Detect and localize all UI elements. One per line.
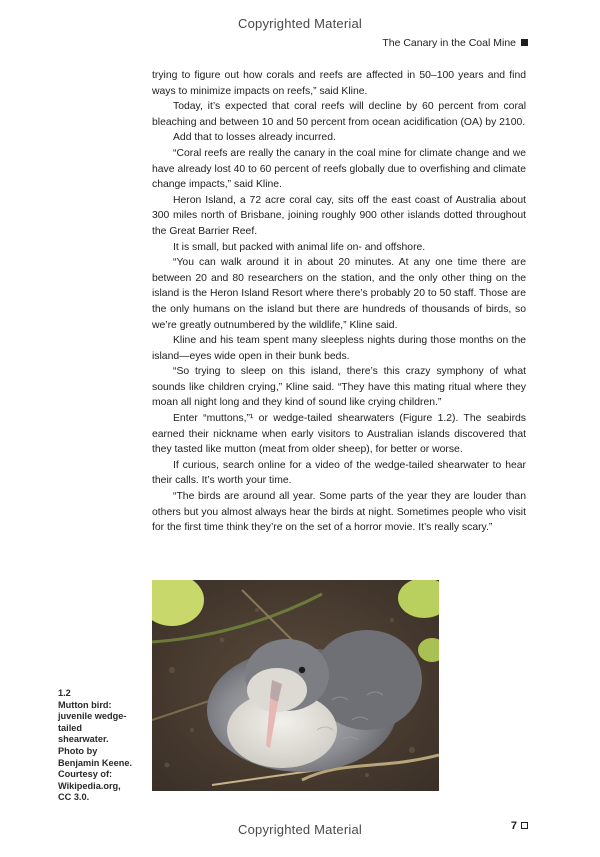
paragraph: “Coral reefs are really the canary in the coal mine for climate change and we have already lost 40 to 60 percent of reefs globally due to overfishing and climate change impacts,” said Kline. [152, 147, 526, 191]
paragraph: trying to figure out how corals and reefs are affected in 50–100 years and find ways to minimize impacts on reefs,” said Kline. [152, 70, 526, 97]
paragraph: “So trying to sleep on this island, there’s this crazy symphony of what sounds like children crying,” Kline said. “They have this mating ritual where they moan all night long and they kind of sound like crying children.” [152, 366, 526, 409]
figure-number: 1.2 [58, 688, 71, 698]
shearwater-chick-photo [152, 580, 439, 791]
paragraph: “The birds are around all year. Some parts of the year they are louder than others but you almost always hear the birds at night. Sometimes people who visit for the first time think they’re on the set of a horror movie. It’s really scary.” [152, 491, 526, 534]
paragraph: Add that to losses already incurred. [173, 132, 336, 144]
running-head-title: The Canary in the Coal Mine [382, 37, 516, 49]
copyright-watermark-top: Copyrighted Material [238, 16, 362, 31]
paragraph: It is small, but packed with animal life on- and offshore. [173, 241, 426, 253]
square-marker-icon [521, 39, 528, 46]
paragraph: If curious, search online for a video of the wedge-tailed shearwater to hear their calls. It’s worth your time. [152, 459, 526, 487]
figure-caption-text: Mutton bird: juvenile wedge-tailed shearwater. Photo by Benjamin Keene. Courtesy of: Wikipedia.org, CC 3.0. [58, 699, 133, 803]
copyright-watermark-bottom: Copyrighted Material [238, 822, 362, 837]
paragraph: Today, it’s expected that coral reefs will decline by 60 percent from coral bleaching and between 10 and 50 percent from ocean acidification (OA) by 2100. [152, 101, 526, 128]
running-head [382, 37, 528, 49]
paragraph: “You can walk around it in about 20 minutes. At any one time there are between 20 and 80 researchers on the station, and the only other thing on the island is the Heron Island Resort where there’s probably 20 to 50 staff. Those are the only humans on the island but there are hundreds of thousands of birds, so we’re greatly outnumbered by the wildlife,” Kline said. [152, 257, 526, 331]
page-number: 7 [510, 820, 517, 832]
figure-caption [58, 688, 134, 804]
paragraph: Enter “muttons,”¹ or wedge-tailed shearwaters (Figure 1.2). The seabirds earned their nickname when early visitors to Australian islands discovered that they tasted like mutton (meat from older sheep), for better or worse. [152, 413, 526, 456]
paragraph: Kline and his team spent many sleepless nights during those months on the island—eyes wide open in their bunk beds. [152, 335, 526, 362]
paragraph: Heron Island, a 72 acre coral cay, sits off the east coast of Australia about 300 miles north of Brisbane, joining roughly 900 other islands dotted throughout the Great Barrier Reef. [152, 194, 526, 237]
figure-photo [152, 580, 439, 791]
body-text [152, 68, 526, 536]
